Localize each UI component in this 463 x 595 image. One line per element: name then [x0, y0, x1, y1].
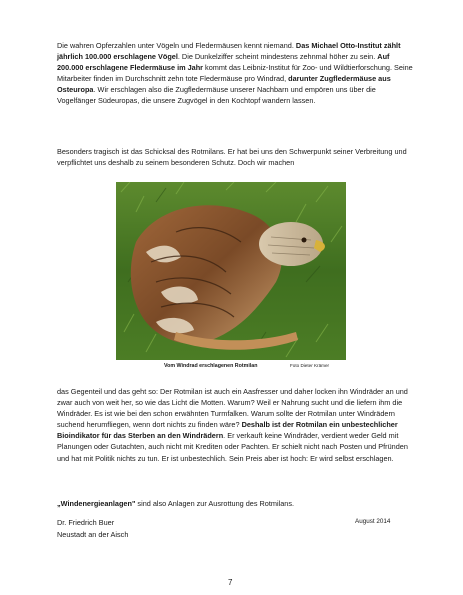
text-span: . Wir erschlagen also die Zugfledermäuse unserer Nachbarn und empören uns über die Vogelfänger Südeuropas, die unsere Zugvögel in den Kochtopf wandern lassen. [57, 85, 376, 106]
text-span: das Gegenteil und das geht so: Der Rotmilan ist auch ein Aasfresser und daher locken ihn Windräder an und zwar auch von weit her, so wie das Licht die Motten. Warum? Weil er Nahrung sucht und die liefern ihm die Windräder. Es ist wie bei den schon erwähnten Turmfalken. Warum sollte der Rotmilan unter Windrädern suchend herumfliegen, wenn dort nichts zu finden wäre? [57, 387, 408, 430]
author-name: Dr. Friedrich Buer [57, 518, 115, 527]
text-span: . Die Dunkelziffer scheint mindestens zehnmal höher zu sein. [177, 52, 378, 62]
text-span: . Er verkauft keine Windräder, verdient weder Geld mit Planungen oder Gutachten, auch nicht mit Krediten oder Pachten. Er schielt nicht nach Posten und Pfründen und hat mit Politik nichts zu tun. Er ist unbestechlich. Sein Preis aber ist hoch: Er wird selbst erschlagen. [57, 431, 408, 463]
page-number: 7 [228, 578, 233, 587]
photo-credit: Foto Dieter Krämer [290, 363, 330, 368]
paragraph-conclusion [57, 498, 413, 509]
bold-span: „Windenergieanlagen" [57, 499, 136, 508]
bold-span: darunter Zugfledermäuse aus Osteuropa [57, 74, 391, 95]
photo-image [116, 182, 346, 360]
photo-caption: Vom Windrad erschlagenen Rotmilan [164, 363, 258, 369]
paragraph-bioindicator [57, 386, 413, 464]
paragraph-victims [57, 40, 413, 107]
bold-span: Auf 200.000 erschlagene Fledermäuse im Jahr [57, 52, 390, 73]
bold-span: Das Michael Otto-Institut zählt jährlich 100.000 erschlagene Vögel [57, 41, 401, 62]
document-date: August 2014 [355, 518, 391, 525]
author-place: Neustadt an der Aisch [57, 530, 129, 539]
paragraph-rotmilan-intro: Besonders tragisch ist das Schicksal des Rotmilans. Er hat bei uns den Schwerpunkt seiner Verbreitung und verpflichtet uns deshalb zu seinem besonderen Schutz. Doch wir machen [57, 147, 407, 168]
dead-red-kite-photo [116, 182, 346, 360]
bold-span: Deshalb ist der Rotmilan ein unbestechlicher Bioindikator für das Sterben an den Windrädern [57, 420, 398, 441]
text-span: kommt das Leibniz-Institut für Zoo- und Wildtierforschung. Seine Mitarbeiter finden im Durchschnitt zehn tote Fledermäuse pro Windrad, [57, 63, 413, 84]
text-span: Die wahren Opferzahlen unter Vögeln und Fledermäusen kennt niemand. [57, 41, 296, 50]
text-span: sind also Anlagen zur Ausrottung des Rotmilans. [135, 499, 295, 508]
